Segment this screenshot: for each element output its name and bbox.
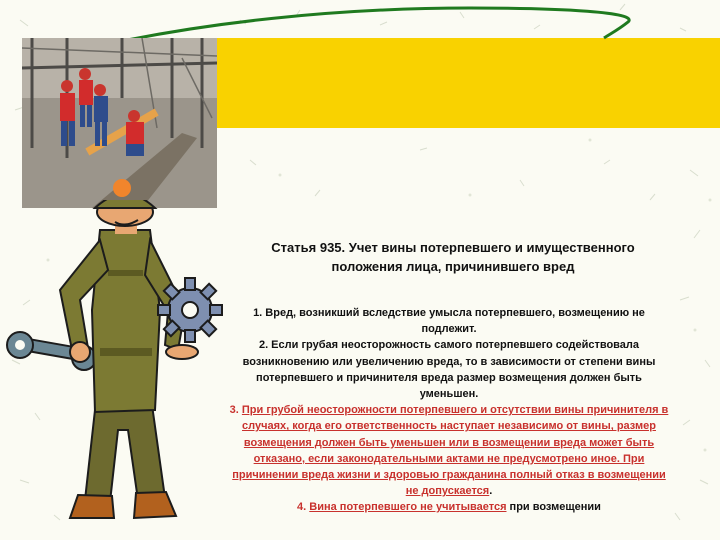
- title-line-2: положения лица, причинившего вред: [331, 259, 575, 274]
- paragraph-4-number: 4.: [297, 501, 310, 514]
- title-line-1: Статья 935. Учет вины потерпевшего и имущественного: [271, 240, 635, 255]
- article-title: [233, 238, 673, 276]
- paragraph-1: 1. Вред, возникший вследствие умысла потерпевшего, возмещению не подлежит.: [253, 307, 645, 336]
- gear-icon: [158, 278, 222, 342]
- workers-photo: [22, 38, 217, 208]
- paragraph-4-rest: при возмещении: [506, 501, 601, 514]
- paragraph-2: 2. Если грубая неосторожность самого потерпевшего содействовала возникновению или увеличению вреда, то в зависимости от степени вины потерпевшего и причинителя вреда размер возмещения должен быть уменьшен.: [242, 339, 656, 401]
- paragraph-3-end: .: [489, 485, 493, 498]
- article-body: [228, 305, 670, 516]
- paragraph-4: [228, 499, 670, 515]
- paragraph-3-number: 3.: [229, 404, 242, 417]
- mechanic-clipart: [0, 200, 240, 540]
- paragraph-3: [228, 402, 670, 499]
- paragraph-3-text: При грубой неосторожности потерпевшего и отсутствии вины причинителя в случаях, когда его ответственность наступает независимо от вины, размер возмещения должен быть уменьшен или в возмещении вреда может быть отказано, если законодательными актами не предусмотрено иное. При причинении вреда жизни и здоровью гражданина полный отказ в возмещении не допускается: [232, 404, 669, 498]
- paragraph-4-highlight: Вина потерпевшего не учитывается: [309, 501, 507, 514]
